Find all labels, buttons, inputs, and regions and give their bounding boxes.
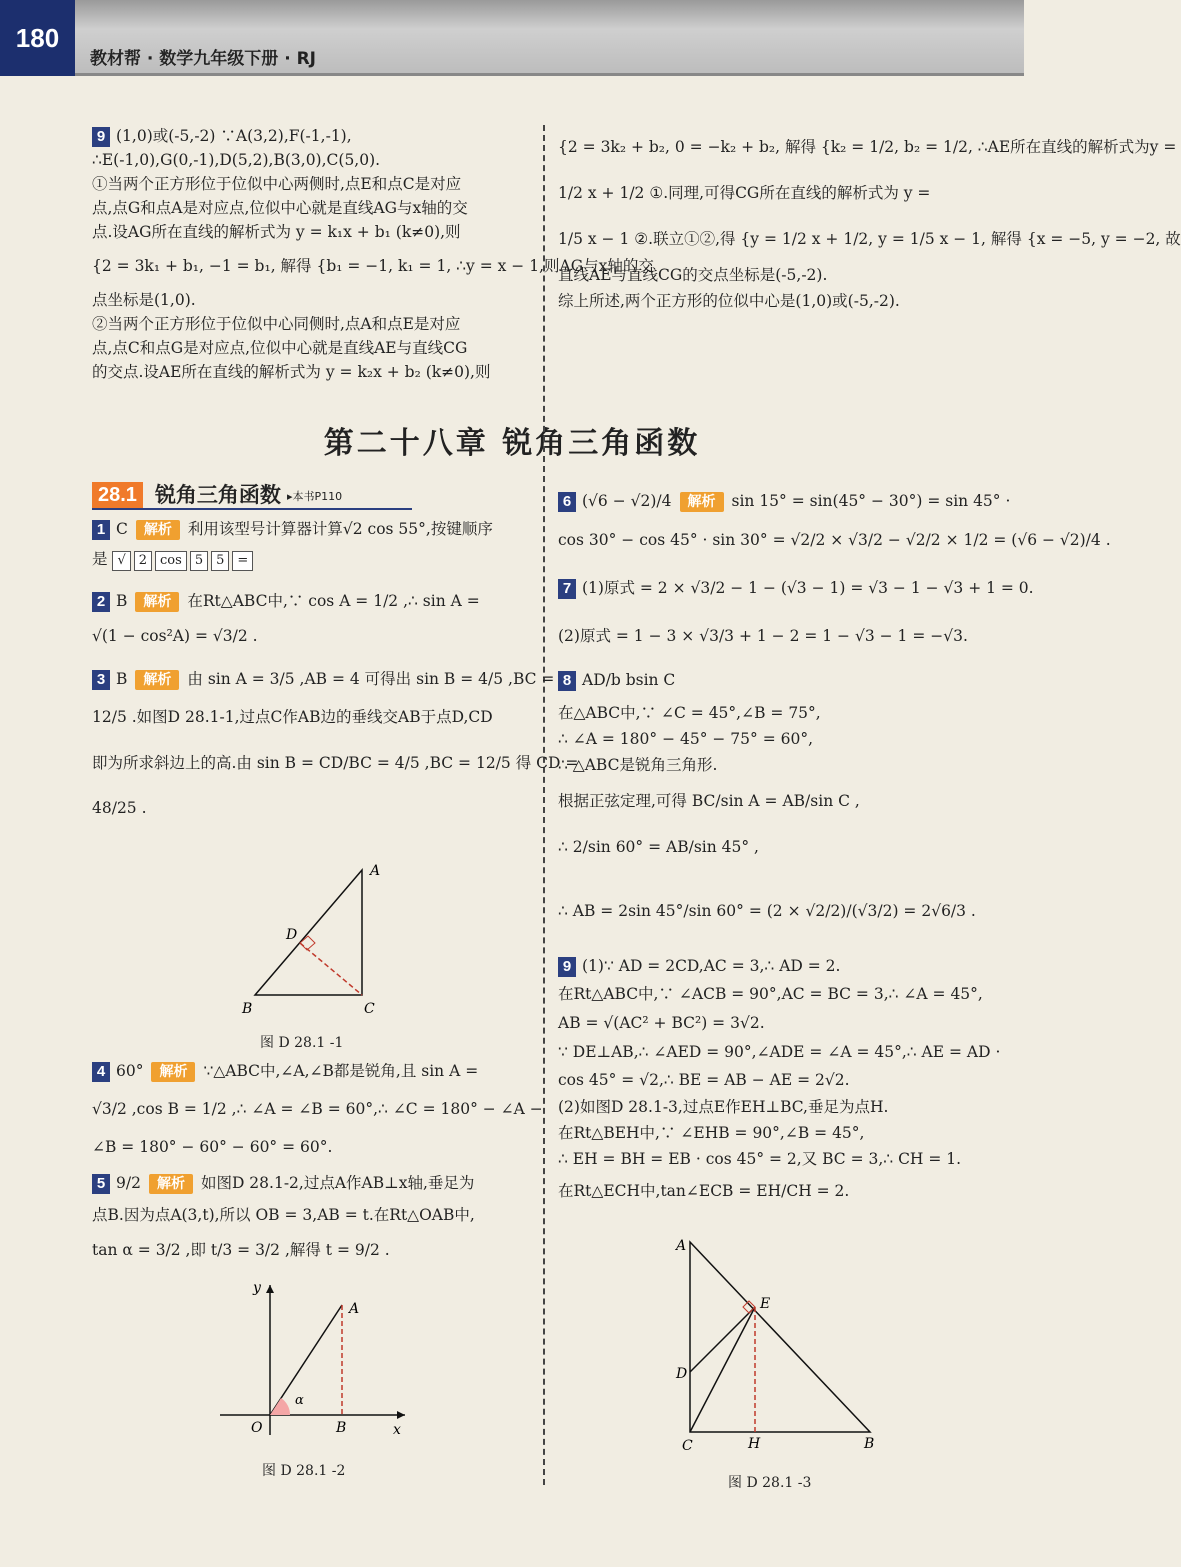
item-number: 4 [92, 1062, 110, 1082]
angle-alpha [270, 1398, 290, 1415]
key-sequence [92, 544, 532, 574]
text-line: (1,0)或(-5,-2) ∵A(3,2),F(-1,-1), [116, 127, 352, 145]
text-line: (2)如图D 28.1-3,过点E作EH⊥BC,垂足为点H. [558, 1098, 889, 1116]
label-b: B [864, 1436, 875, 1452]
item-number: 8 [558, 671, 576, 691]
text-line: (1)∵ AD = 2CD,AC = 3,∴ AD = 2. [582, 957, 841, 975]
text-line: 综上所述,两个正方形的位似中心是(1,0)或(-5,-2). [558, 292, 900, 310]
answer: 60° [116, 1062, 144, 1080]
text-line: 在△ABC中,∵ ∠C = 45°,∠B = 75°, [558, 704, 821, 722]
section-number: 28.1 [92, 482, 143, 508]
label-a: A [370, 863, 381, 879]
label-c: C [364, 1001, 375, 1017]
analysis-tag: 解析 [135, 592, 179, 612]
label-a: A [349, 1301, 360, 1317]
item-number: 2 [92, 592, 110, 612]
label-b: B [336, 1420, 347, 1436]
analysis-tag: 解析 [136, 520, 180, 540]
text-line: 直线AE与直线CG的交点坐标是(-5,-2). [558, 266, 828, 284]
text-line: {2 = 3k₁ + b₁, −1 = b₁, 解得 {b₁ = −1, k₁ = 1, ∴y = x − 1,则AG与x轴的交 [92, 257, 654, 275]
top-right-solution [558, 124, 1181, 314]
text-line: 如图D 28.1-2,过点A作AB⊥x轴,垂足为 [200, 1174, 475, 1192]
text-line: 点,点C和点G是对应点,位似中心就是直线AE与直线CG [92, 339, 468, 357]
section-heading [92, 482, 412, 510]
text-line: 在Rt△BEH中,∵ ∠EHB = 90°,∠B = 45°, [558, 1124, 865, 1142]
text-line: 点,点G和点A是对应点,位似中心就是直线AG与x轴的交 [92, 199, 468, 217]
text-line: √3/2 ,cos B = 1/2 ,∴ ∠A = ∠B = 60°,∴ ∠C = 180° − ∠A − [92, 1100, 543, 1118]
text-line: ∠B = 180° − 60° − 60° = 60°. [92, 1138, 333, 1156]
altitude-cd [300, 943, 362, 995]
figure-caption: 图 D 28.1 -3 [728, 1475, 812, 1491]
text-line: 点坐标是(1,0). [92, 291, 196, 309]
answer: (√6 − √2)/4 [582, 492, 672, 510]
answer: B [116, 670, 128, 688]
item-number: 3 [92, 670, 110, 690]
label-a: A [676, 1238, 687, 1254]
text-line: (1)原式 = 2 × √3/2 − 1 − (√3 − 1) = √3 − 1 − √3 + 1 = 0. [582, 579, 1034, 597]
left-column [92, 514, 579, 830]
triangle [255, 870, 362, 995]
text-line: 在Rt△ABC中,∵ ∠ACB = 90°,AC = BC = 3,∴ ∠A = 45°, [558, 985, 983, 1003]
label-d: D [286, 927, 298, 943]
right-angle-mark [300, 936, 315, 950]
text-line: ∴ △ABC是锐角三角形. [558, 756, 718, 774]
label-x: x [393, 1422, 401, 1438]
text-line: 1/5 x − 1 ②.联立①②,得 {y = 1/2 x + 1/2, y = 1/5 x − 1, 解得 {x = −5, y = −2, 故 [558, 230, 1181, 248]
key: 5 [190, 551, 208, 571]
item-number: 5 [92, 1174, 110, 1194]
analysis-tag: 解析 [151, 1062, 195, 1082]
figure-caption: 图 D 28.1 -2 [262, 1463, 346, 1479]
answer: AD/b bsin C [582, 671, 676, 689]
text-line: 的交点.设AE所在直线的解析式为 y = k₂x + b₂ (k≠0),则 [92, 363, 491, 381]
key: = [232, 551, 253, 571]
x-arrow [397, 1411, 405, 1419]
top-left-solution [92, 124, 654, 384]
text-line: AB = √(AC² + BC²) = 3√2. [558, 1014, 765, 1032]
y-arrow [266, 1285, 274, 1293]
text-line: 点.设AG所在直线的解析式为 y = k₁x + b₁ (k≠0),则 [92, 223, 461, 241]
section-title: 锐角三角函数 [154, 483, 281, 507]
analysis-tag: 解析 [680, 492, 724, 512]
label-alpha: α [295, 1393, 304, 1408]
item-number: 7 [558, 579, 576, 599]
page-header [0, 0, 1024, 76]
text-line: tan α = 3/2 ,即 t/3 = 3/2 ,解得 t = 9/2 . [92, 1241, 390, 1259]
right-column [558, 486, 1111, 1210]
figure-caption: 图 D 28.1 -1 [260, 1035, 344, 1051]
text-line: {2 = 3k₂ + b₂, 0 = −k₂ + b₂, 解得 {k₂ = 1/2, b₂ = 1/2, ∴AE所在直线的解析式为y = [558, 138, 1177, 156]
text-line: (2)原式 = 1 − 3 × √3/3 + 1 − 2 = 1 − √3 − 1 = −√3. [558, 627, 968, 645]
text-line: ∴ EH = BH = EB · cos 45° = 2,又 BC = 3,∴ CH = 1. [558, 1150, 962, 1168]
label-d: D [676, 1366, 688, 1382]
text-line: 1/2 x + 1/2 ①.同理,可得CG所在直线的解析式为 y = [558, 184, 931, 202]
page-number: 180 [0, 0, 75, 76]
key: cos [155, 551, 187, 571]
text-line: 在Rt△ECH中,tan∠ECB = EH/CH = 2. [558, 1182, 850, 1200]
text-line: 即为所求斜边上的高.由 sin B = CD/BC = 4/5 ,BC = 12/5 得 CD = [92, 754, 579, 772]
text-line: ∴E(-1,0),G(0,-1),D(5,2),B(3,0),C(5,0). [92, 151, 381, 169]
text-line: cos 45° = √2,∴ BE = AB − AE = 2√2. [558, 1071, 850, 1089]
segment-de [690, 1307, 755, 1372]
triangle-abc [690, 1242, 870, 1432]
item-number: 9 [92, 127, 110, 147]
analysis-tag: 解析 [135, 670, 179, 690]
left-column-lower [92, 1056, 543, 1268]
item-number: 6 [558, 492, 576, 512]
chapter-title: 第二十八章 锐角三角函数 [323, 426, 701, 461]
figure-d28-1-3 [670, 1232, 890, 1462]
text-line: ∴ ∠A = 180° − 45° − 75° = 60°, [558, 730, 814, 748]
text-line: 由 sin A = 3/5 ,AB = 4 可得出 sin B = 4/5 ,BC = [187, 670, 555, 688]
text-line: 利用该型号计算器计算√2 cos 55°,按键顺序 [187, 520, 493, 538]
text-line: 48/25 . [92, 799, 147, 817]
label-b: B [242, 1001, 253, 1017]
section-ref: ▸本书P110 [286, 490, 343, 503]
key: 2 [134, 551, 152, 571]
segment-ce [690, 1307, 755, 1432]
text-line: 根据正弦定理,可得 BC/sin A = AB/sin C , [558, 792, 860, 810]
figure-d28-1-2 [215, 1280, 415, 1440]
analysis-tag: 解析 [149, 1174, 193, 1194]
text-line: cos 30° − cos 45° · sin 30° = √2/2 × √3/2 − √2/2 × 1/2 = (√6 − √2)/4 . [558, 531, 1111, 549]
item-number: 1 [92, 520, 110, 540]
text-line: 12/5 .如图D 28.1-1,过点C作AB边的垂线交AB于点D,CD [92, 708, 493, 726]
text-line: 点B.因为点A(3,t),所以 OB = 3,AB = t.在Rt△OAB中, [92, 1206, 475, 1224]
text-line: 是 [92, 550, 108, 568]
answer: B [116, 592, 128, 610]
text-line: ∴ 2/sin 60° = AB/sin 45° , [558, 838, 759, 856]
column-divider [543, 125, 545, 1485]
key: 5 [211, 551, 229, 571]
text-line: ∵ DE⊥AB,∴ ∠AED = 90°,∠ADE = ∠A = 45°,∴ AE = AD · [558, 1043, 1001, 1061]
answer: 9/2 [116, 1174, 141, 1192]
text-line: ∵△ABC中,∠A,∠B都是锐角,且 sin A = [203, 1062, 479, 1080]
figure-d28-1-1 [230, 855, 400, 1020]
label-y: y [253, 1280, 261, 1296]
answer: C [116, 520, 128, 538]
text-line: ①当两个正方形位于位似中心两侧时,点E和点C是对应 [92, 175, 462, 193]
label-e: E [760, 1296, 771, 1312]
item-number: 9 [558, 957, 576, 977]
label-c: C [682, 1438, 693, 1454]
text-line: ②当两个正方形位于位似中心同侧时,点A和点E是对应 [92, 315, 461, 333]
text-line: sin 15° = sin(45° − 30°) = sin 45° · [731, 492, 1011, 510]
label-h: H [748, 1436, 761, 1452]
text-line: 在Rt△ABC中,∵ cos A = 1/2 ,∴ sin A = [187, 592, 480, 610]
text-line: √(1 − cos²A) = √3/2 . [92, 627, 258, 645]
header-title: 教材帮 · 数学九年级下册 · RJ [90, 49, 317, 69]
key: √ [112, 551, 130, 571]
text-line: ∴ AB = 2sin 45°/sin 60° = (2 × √2/2)/(√3/2) = 2√6/3 . [558, 902, 976, 920]
label-o: O [251, 1420, 263, 1436]
